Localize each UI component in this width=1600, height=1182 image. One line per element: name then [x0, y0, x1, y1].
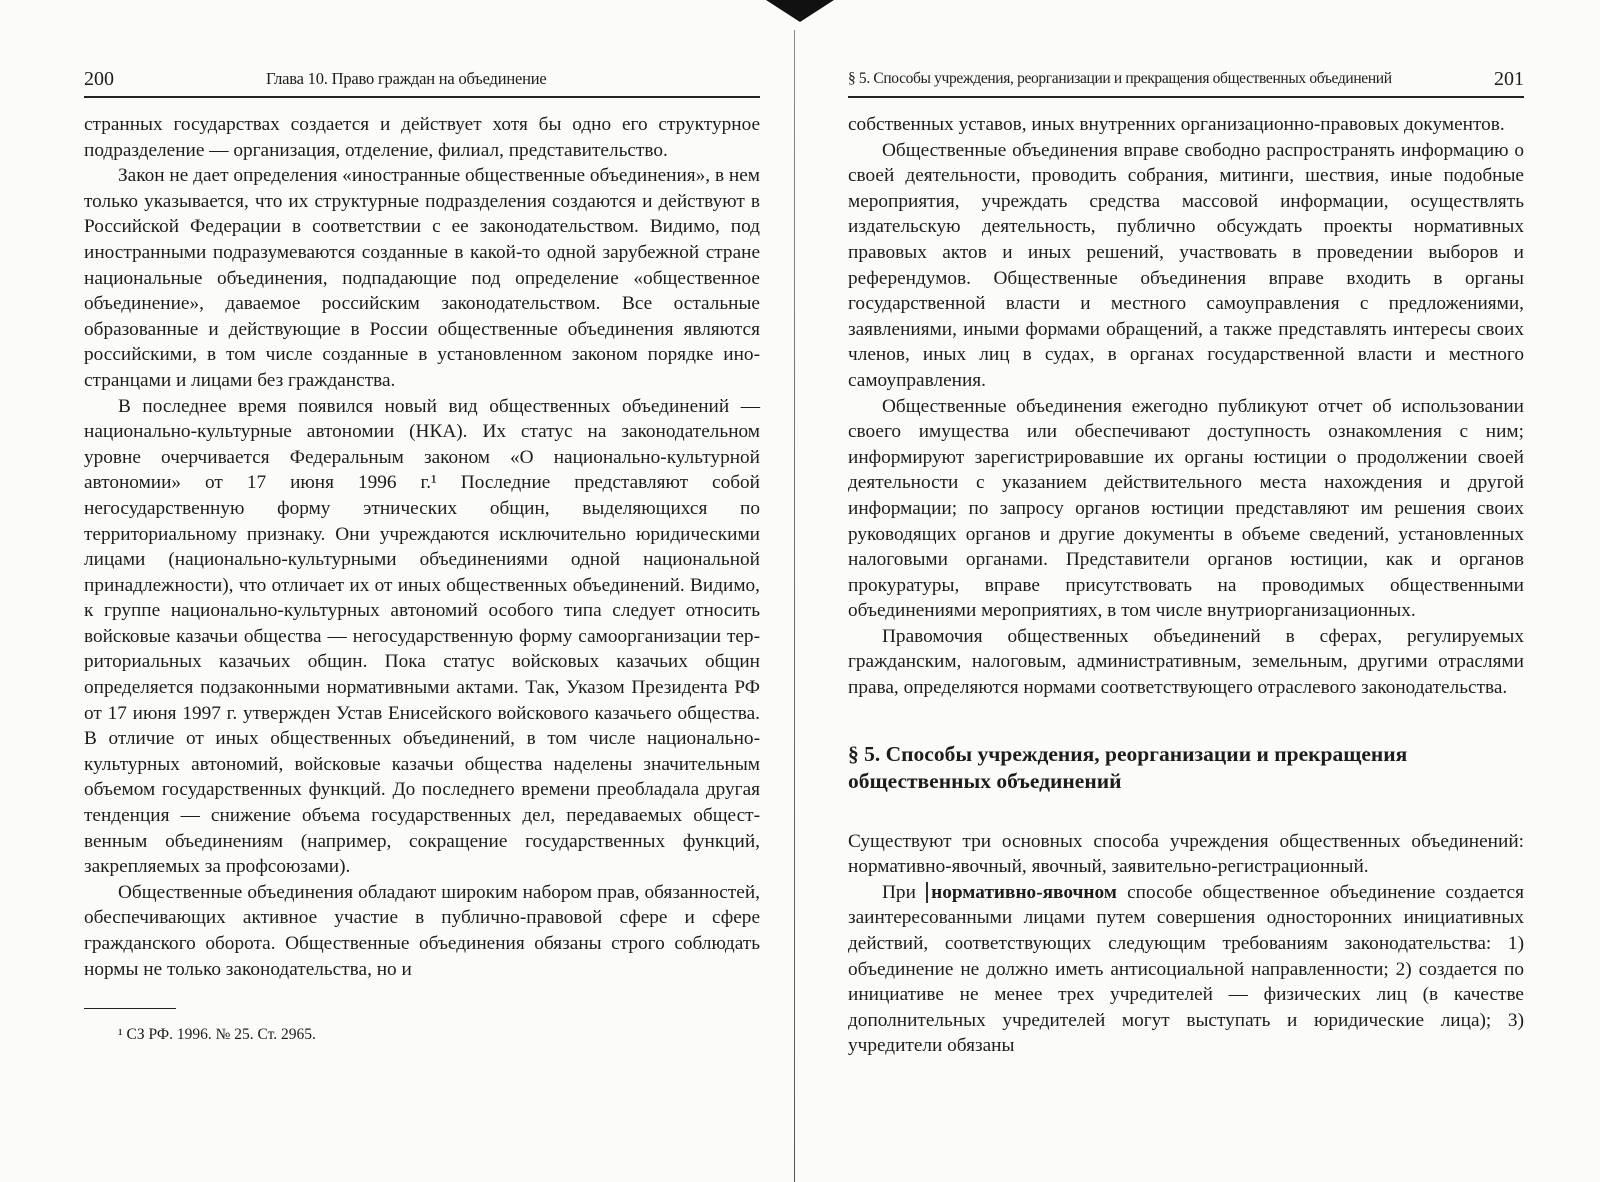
- left-page-number: 200: [84, 68, 114, 90]
- paragraph: Общественные объединения вправе свободно распространять информацию о своей деятельности, проводить собрания, митинги, шествия, иные подобные мероприятия, учреждать средства массовой информации, осуществлять издательскую деятельность, публично обсуждать проекты нормативных правовых актов и иных решений, участвовать в проведении выборов и референдумов. Общественные объединения вправе входить в органы государственной власти и местного самоуправления с предложениями, заявлениями, иными формами обращений, а также представлять интересы своих членов, иных лиц в судах, в органах государственной власти и местного самоуправления.: [848, 139, 1524, 391]
- paragraph: Существуют три основных способа учреждения общественных объединений: нормативно-явочный, явочный, заявительно-регистрационный.: [848, 830, 1524, 878]
- paragraph: странных государствах создается и действует хотя бы одно его структурное подразделение — организация, отделение, филиал, представительство.: [84, 114, 760, 161]
- left-page: [84, 62, 760, 1045]
- paragraph-rest: способе общественное объединение создается заинтересованными лицами путем совершения односторонних инициативных действий, соответствующих следующим требованиям законодательства: 1) объединение не должно иметь антисоциальной направленности; 2) создается по инициативе не менее трех учредителей — физических лиц (в качестве дополнительных учредителей могут выступать и юридические лица); 3) учредители обязаны: [848, 881, 1524, 1057]
- left-running-head: Глава 10. Право граждан на объединение: [266, 69, 547, 88]
- right-running-head: § 5. Способы учреждения, реорганизации и прекращения общественных объединений: [848, 70, 1392, 87]
- right-page-body: [848, 112, 1524, 1059]
- paragraph-highlighted: [848, 880, 1524, 1059]
- paragraph: собственных уставов, иных внутренних организационно-правовых документов.: [848, 114, 1505, 135]
- section-heading: § 5. Способы учреждения, реорганизации и прекращения общественных объединений: [848, 741, 1408, 793]
- paragraph: В последнее время появился новый вид общественных объединений — национально-культурные автономии (НКА). Их статус на законодательном уровне очерчивается Федеральным законом «О национально-культурной автономии» от 17 июня 1996 г.¹ Последние представляют собой негосударственную форму этнических общин, выделяющихся по территориальному признаку. Они учреждаются исключительно юридическими лицами (национально-культурными объединениями одной национальной принадлежности), что отличает их от иных общественных объединений. Видимо, к группе национально-культурных автономий особого типа следует относить войсковые казачьи общества — негосударственную форму самоорганизации территориальных казачьих общин. Пока статус войсковых казачьих общин определяется подзаконными нормативными актами. Так, Указом Президента РФ от 17 июня 1997 г. утвержден Устав Енисейского войскового казачьего общества. В отличие от иных общественных объединений, в том числе национально-культурных автономий, войсковые казачьи общества наделены значительным объемом государственных функций. До последнего времени преобладала другая тенденция — снижение объема государственных дел, передаваемых общественным объединениям (например, сокращение государственных функций, закрепляемых за профсоюзами).: [84, 395, 760, 878]
- right-running-header: [848, 62, 1524, 98]
- paragraph: Общественные объединения ежегодно публикуют отчет об использовании своего имущества или обеспечивают доступность ознакомления с ним; информируют зарегистрировавшие их органы юстиции о продолжении своей деятельности с указанием действительного места нахождения и другой информации; по запросу органов юстиции представляют им решения своих руководящих органов и другие документы в объеме сведений, установленных налоговыми органами. Представители органов юстиции, как и органов прокуратуры, вправе присутствовать на проводимых общественными объединениями мероприятиях, в том числе внутриорганизационных.: [848, 395, 1524, 622]
- paragraph: Общественные объединения обладают широким набором прав, обязанностей, обеспечивающих активное участие в публично-правовой сфере и сфере гражданского оборота. Общественные объединения обязаны строго соблюдать нормы не только законодательства, но и: [84, 881, 760, 980]
- left-page-body: [84, 112, 760, 982]
- right-page-number: 201: [1494, 68, 1524, 90]
- paragraph: Закон не дает определения «иностранные общественные объединения», в нем только указывается, что их структурные подразделения создаются и действуют в Российской Федерации в соответствии с ее законодательством. Видимо, под иностранными подразумеваются созданные в какой-то одной зарубежной стране национальные объединения, подпадающие под определение «общественное объединение», даваемое российским законодательством. Все остальные образованные и действующие в России общественные объединения являются российскими, в том числе созданные в установленном законом порядке иностранцами и лицами без гражданства.: [84, 165, 760, 391]
- right-page: [848, 62, 1524, 1059]
- page-fold-line: [794, 30, 795, 1182]
- binding-notch-mark: [766, 0, 834, 22]
- paragraph-lead: При: [882, 881, 927, 903]
- left-running-header: [84, 62, 760, 98]
- paragraph: Правомочия общественных объединений в сферах, регулируемых гражданским, налоговым, административным, земельным, другими отраслями права, определяются нормами соответствующего отраслевого законодательства.: [848, 625, 1524, 699]
- footnote: ¹ СЗ РФ. 1996. № 25. Ст. 2965.: [118, 1026, 316, 1044]
- bold-term: нормативно-явочном: [926, 882, 1117, 903]
- footnote-rule: [84, 1008, 176, 1009]
